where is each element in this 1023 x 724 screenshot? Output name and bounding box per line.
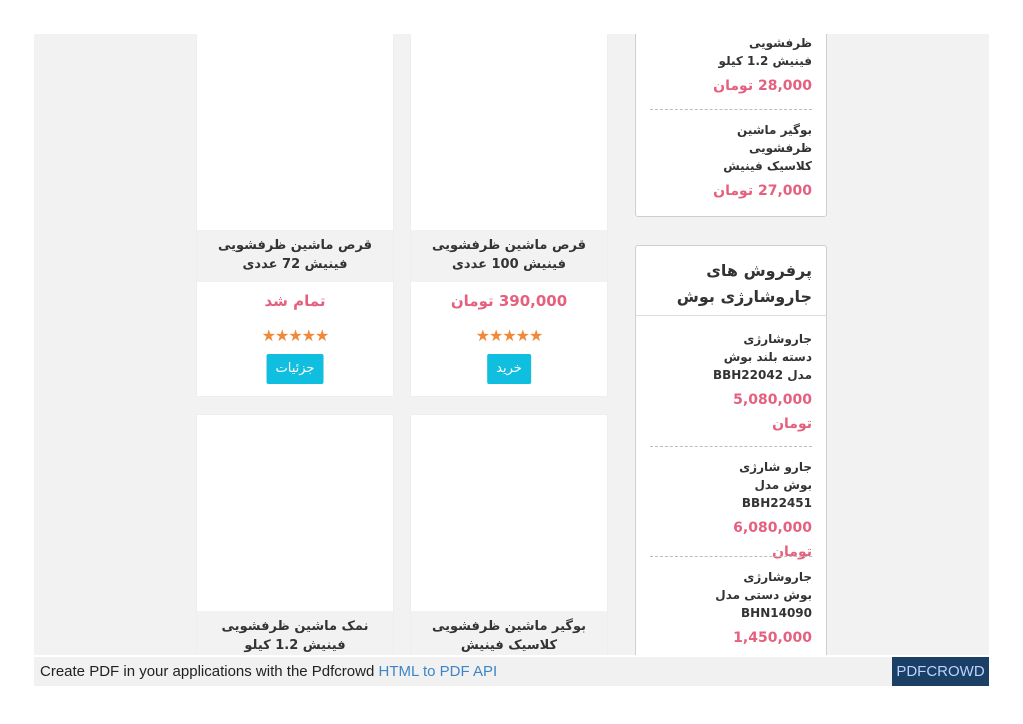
product-title[interactable]: بوگیر ماشین ظرفشویی کلاسیک فینیش [411,611,607,655]
sidebar-product-price: 27,000 تومان [713,183,812,199]
product-status: تمام شد [264,292,326,310]
sidebar-product-name[interactable]: جارو شارژی بوش مدل BBH22451 [739,460,812,510]
buy-button[interactable]: خرید [487,354,531,384]
product-image[interactable] [411,34,607,230]
divider [650,109,812,110]
rating-stars-icon: ★★★★★ [261,326,329,345]
divider [650,556,812,557]
widget-heading: پرفروش های جاروشارژی بوش [636,246,826,316]
product-card[interactable] [411,415,607,655]
sidebar-product-price: 1,450,000 [733,630,812,646]
product-image[interactable] [197,415,393,611]
sidebar-product-price: 6,080,000 تومان [733,520,812,560]
sidebar-widget [635,34,827,217]
footer-text [40,663,497,680]
sidebar-product-name[interactable]: جاروشارژی دسته بلند بوش مدل BBH22042 [712,332,812,382]
product-image[interactable] [411,415,607,611]
footer-caption: Create PDF in your applications with the Pdfcrowd [40,663,375,680]
sidebar-product-price: 28,000 تومان [713,78,812,94]
sidebar-product[interactable] [650,121,812,203]
sidebar-product-name[interactable]: ظرفشویی فینیش 1.2 کیلو [718,36,812,68]
html-to-pdf-link[interactable]: HTML to PDF API [378,663,498,680]
product-title[interactable]: نمک ماشین ظرفشویی فینیش 1.2 کیلو [197,611,393,655]
sidebar-product-name[interactable]: جاروشارژی بوش دستی مدل BHN14090 [715,570,812,620]
product-title[interactable]: قرص ماشین ظرفشویی فینیش 72 عددی [197,230,393,282]
product-card[interactable] [197,34,393,396]
sidebar-product-price: 5,080,000 تومان [733,392,812,432]
pdf-footer-bar [34,657,989,686]
bestseller-widget [635,245,827,655]
divider [650,446,812,447]
sidebar-product[interactable] [650,458,812,564]
sidebar-product[interactable] [650,568,812,650]
product-image[interactable] [197,34,393,230]
pdfcrowd-logo[interactable]: PDFCROWD [892,657,989,686]
product-price: 390,000 تومان [450,292,568,310]
details-button[interactable]: جزئیات [267,354,324,384]
sidebar-product[interactable] [650,34,812,98]
rating-stars-icon: ★★★★★ [475,326,543,345]
product-card[interactable] [411,34,607,396]
product-title[interactable]: قرص ماشین ظرفشویی فینیش 100 عددی [411,230,607,282]
sidebar-product[interactable] [650,330,812,436]
product-card[interactable] [197,415,393,655]
sidebar-product-name[interactable]: بوگیر ماشین ظرفشویی کلاسیک فینیش [723,123,812,173]
page-content [34,34,989,655]
